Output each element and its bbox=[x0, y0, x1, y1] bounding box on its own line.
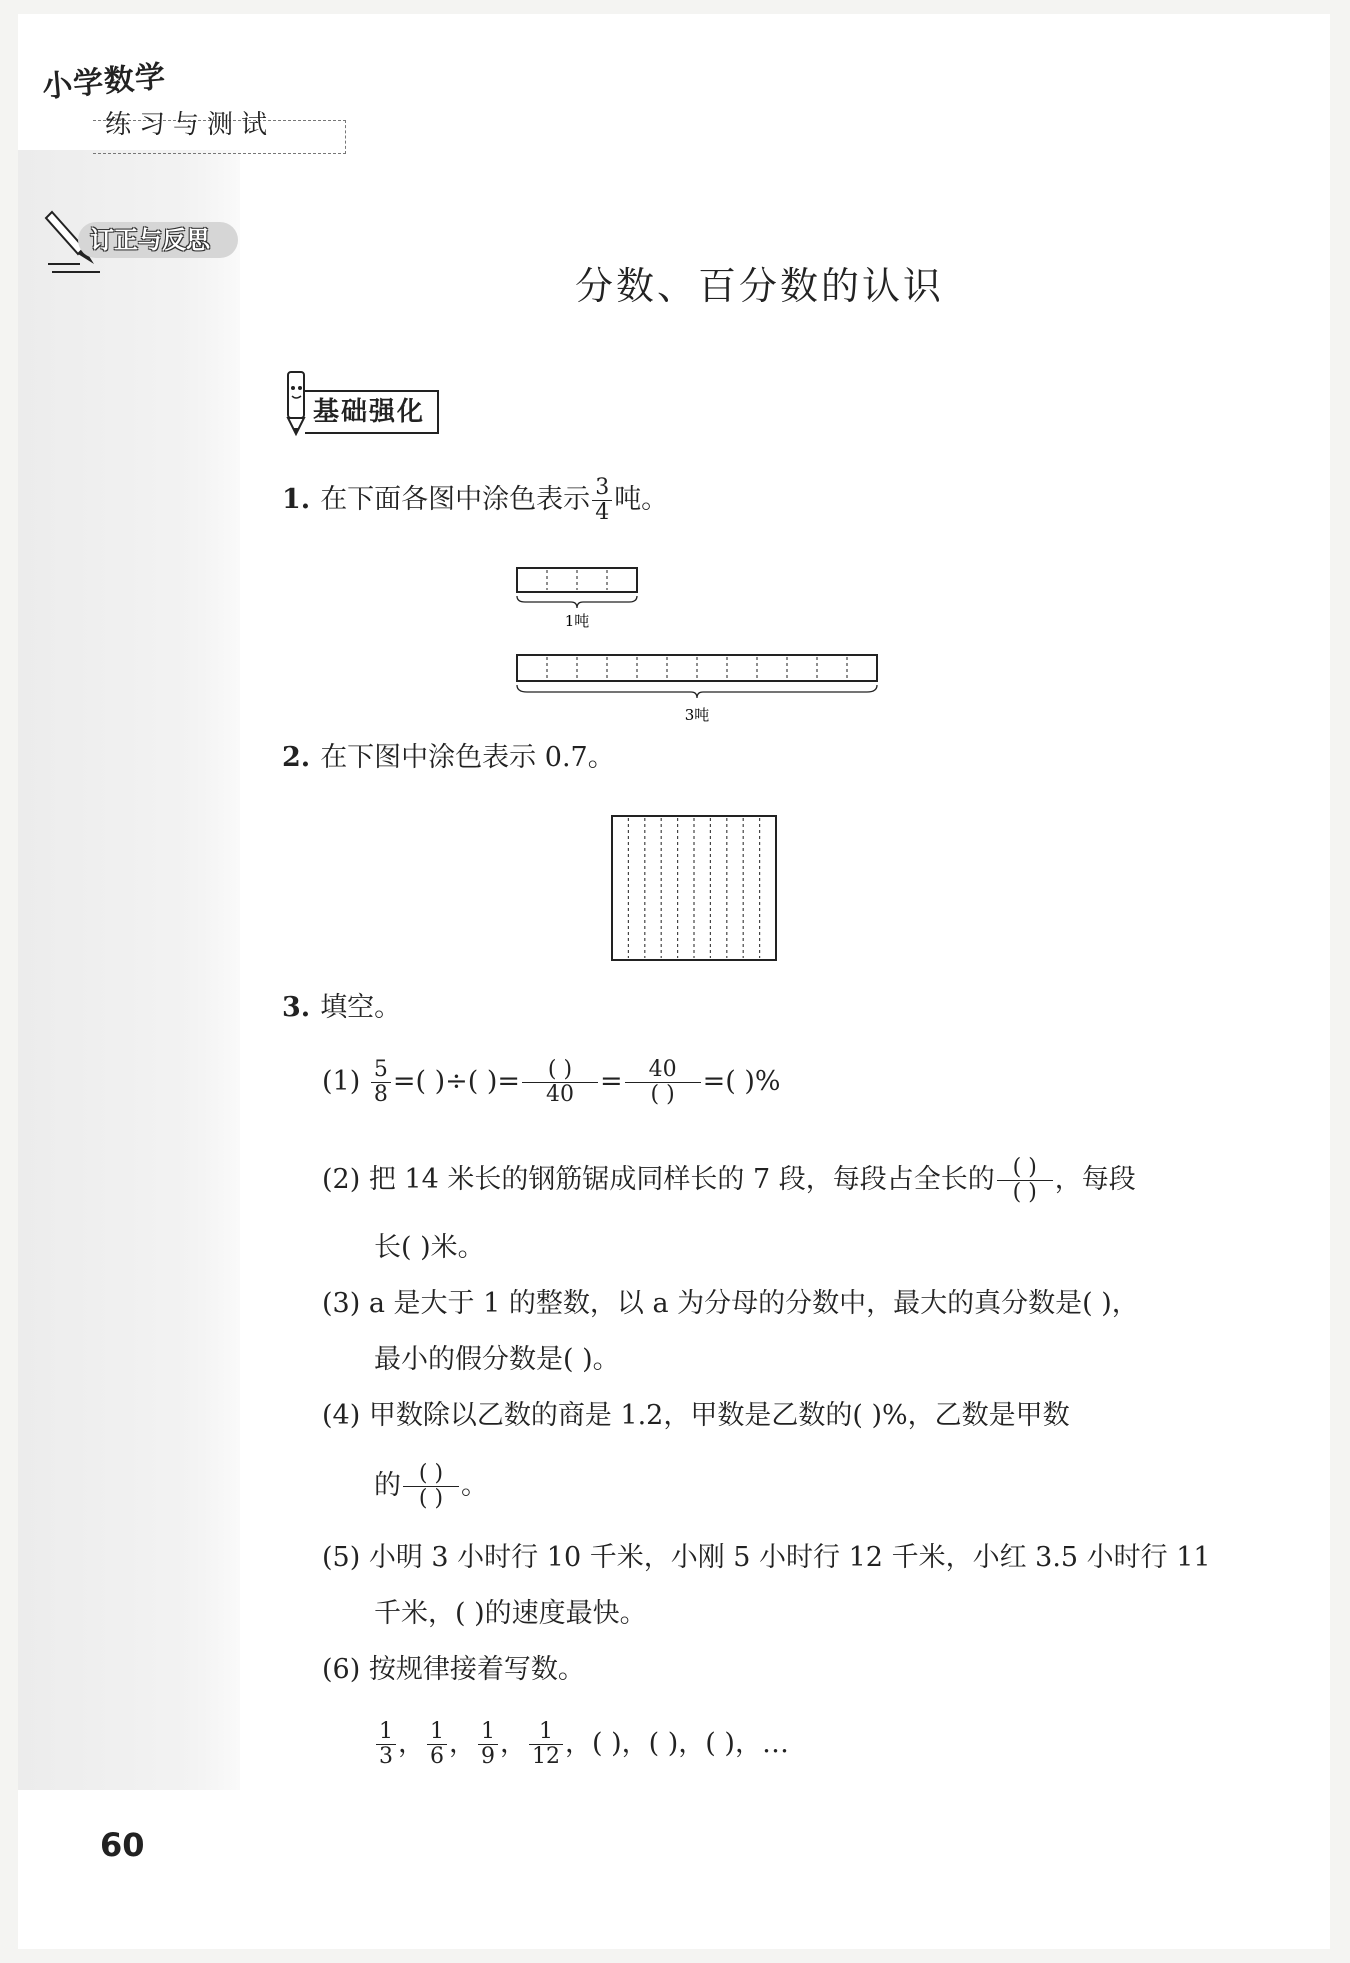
sequence-fraction bbox=[427, 1720, 447, 1769]
item-text-tail: ，每段 bbox=[1054, 1164, 1136, 1195]
numerator: ( ) bbox=[403, 1462, 459, 1487]
item-5 bbox=[322, 1540, 1211, 1576]
item-index: (6) bbox=[322, 1654, 361, 1685]
separator: ， bbox=[398, 1728, 425, 1759]
sequence-blanks: ，( )，( )，( )，… bbox=[565, 1728, 789, 1759]
question-text-tail: 吨。 bbox=[614, 484, 669, 515]
tonnage-bars-diagram bbox=[505, 560, 885, 730]
question-text: 填空。 bbox=[320, 992, 402, 1023]
item-2-line-2: 长( )米。 bbox=[374, 1232, 485, 1263]
bar-2-label: 3吨 bbox=[684, 706, 710, 724]
denominator: 40 bbox=[546, 1082, 575, 1107]
denominator: 8 bbox=[373, 1082, 388, 1107]
numerator: 1 bbox=[427, 1720, 447, 1745]
item-text: a 是大于 1 的整数，以 a 为分母的分数中，最大的真分数是( )， bbox=[368, 1288, 1139, 1319]
question-2 bbox=[282, 740, 615, 776]
fraction-5-8 bbox=[371, 1058, 391, 1107]
sequence-fraction bbox=[529, 1720, 563, 1769]
denominator: ( ) bbox=[650, 1082, 675, 1107]
numerator: 1 bbox=[376, 1720, 396, 1745]
item-text: 小明 3 小时行 10 千米，小刚 5 小时行 12 千米，小红 3.5 小时行 11 bbox=[368, 1542, 1211, 1573]
item-4 bbox=[322, 1398, 1070, 1434]
reflection-tag: 订正与反思 bbox=[78, 222, 238, 258]
numerator: 3 bbox=[592, 476, 612, 501]
fraction-blank bbox=[403, 1462, 459, 1511]
bar-1-ton bbox=[517, 568, 637, 592]
fraction-blank-40 bbox=[522, 1058, 598, 1107]
item-index: (1) bbox=[322, 1066, 361, 1097]
item-6-sequence bbox=[374, 1720, 789, 1769]
fraction-blank bbox=[997, 1156, 1053, 1205]
brand-title: 小学数学 bbox=[40, 59, 168, 106]
brace-1 bbox=[517, 596, 637, 608]
decimal-grid bbox=[608, 812, 780, 964]
equation-segment-percent: =( )% bbox=[702, 1066, 781, 1097]
question-number: 2. bbox=[282, 742, 311, 773]
denominator: ( ) bbox=[1012, 1180, 1037, 1205]
item-text: 把 14 米长的钢筋锯成同样长的 7 段，每段占全长的 bbox=[368, 1164, 995, 1195]
denominator: 4 bbox=[595, 500, 610, 525]
denominator: 6 bbox=[430, 1744, 444, 1769]
fraction bbox=[592, 476, 612, 525]
bar-3-ton bbox=[517, 655, 877, 681]
item-text: 甲数除以乙数的商是 1.2，甲数是乙数的( )%，乙数是甲数 bbox=[368, 1400, 1070, 1431]
question-text: 在下面各图中涂色表示 bbox=[320, 484, 591, 515]
item-6 bbox=[322, 1652, 585, 1688]
question-number: 1. bbox=[282, 484, 311, 515]
denominator: 12 bbox=[532, 1744, 560, 1769]
item-index: (5) bbox=[322, 1542, 361, 1573]
item-text: 按规律接着写数。 bbox=[368, 1654, 585, 1685]
item-index: (2) bbox=[322, 1164, 361, 1195]
numerator: ( ) bbox=[997, 1156, 1053, 1181]
equation-segment: =( )÷( )= bbox=[392, 1066, 521, 1097]
section-tag: 基础强化 bbox=[305, 390, 439, 434]
numerator: 40 bbox=[625, 1058, 701, 1083]
item-2 bbox=[322, 1156, 1136, 1205]
item-3 bbox=[322, 1286, 1139, 1322]
question-number: 3. bbox=[282, 992, 311, 1023]
numerator: 1 bbox=[478, 1720, 498, 1745]
denominator: 3 bbox=[379, 1744, 393, 1769]
item-3-line-2: 最小的假分数是( )。 bbox=[374, 1344, 620, 1375]
item-5-line-2: 千米，( )的速度最快。 bbox=[374, 1598, 647, 1629]
item-index: (3) bbox=[322, 1288, 361, 1319]
numerator: 1 bbox=[529, 1720, 563, 1745]
sequence-fraction bbox=[376, 1720, 396, 1769]
denominator: 9 bbox=[481, 1744, 495, 1769]
question-1 bbox=[282, 476, 668, 525]
brace-2 bbox=[517, 685, 877, 698]
item-index: (4) bbox=[322, 1400, 361, 1431]
denominator: ( ) bbox=[418, 1486, 444, 1511]
question-text: 在下图中涂色表示 0.7。 bbox=[320, 742, 615, 773]
brand-subtitle: 练习与测试 bbox=[105, 110, 276, 140]
item-text: 的 bbox=[374, 1470, 401, 1501]
separator: ， bbox=[500, 1728, 527, 1759]
sequence-fraction bbox=[478, 1720, 498, 1769]
fraction-40-blank bbox=[625, 1058, 701, 1107]
item-1 bbox=[322, 1058, 781, 1107]
equals-sign: = bbox=[600, 1066, 623, 1097]
item-4-line-2 bbox=[374, 1462, 488, 1511]
question-3 bbox=[282, 990, 401, 1026]
page-number: 60 bbox=[100, 1826, 145, 1864]
numerator: 5 bbox=[371, 1058, 391, 1083]
margin-strip bbox=[18, 150, 240, 1790]
page-title: 分数、百分数的认识 bbox=[575, 264, 945, 308]
separator: ， bbox=[449, 1728, 476, 1759]
numerator: ( ) bbox=[522, 1058, 598, 1083]
item-text-tail: 。 bbox=[461, 1470, 488, 1501]
bar-1-label: 1吨 bbox=[564, 612, 590, 630]
